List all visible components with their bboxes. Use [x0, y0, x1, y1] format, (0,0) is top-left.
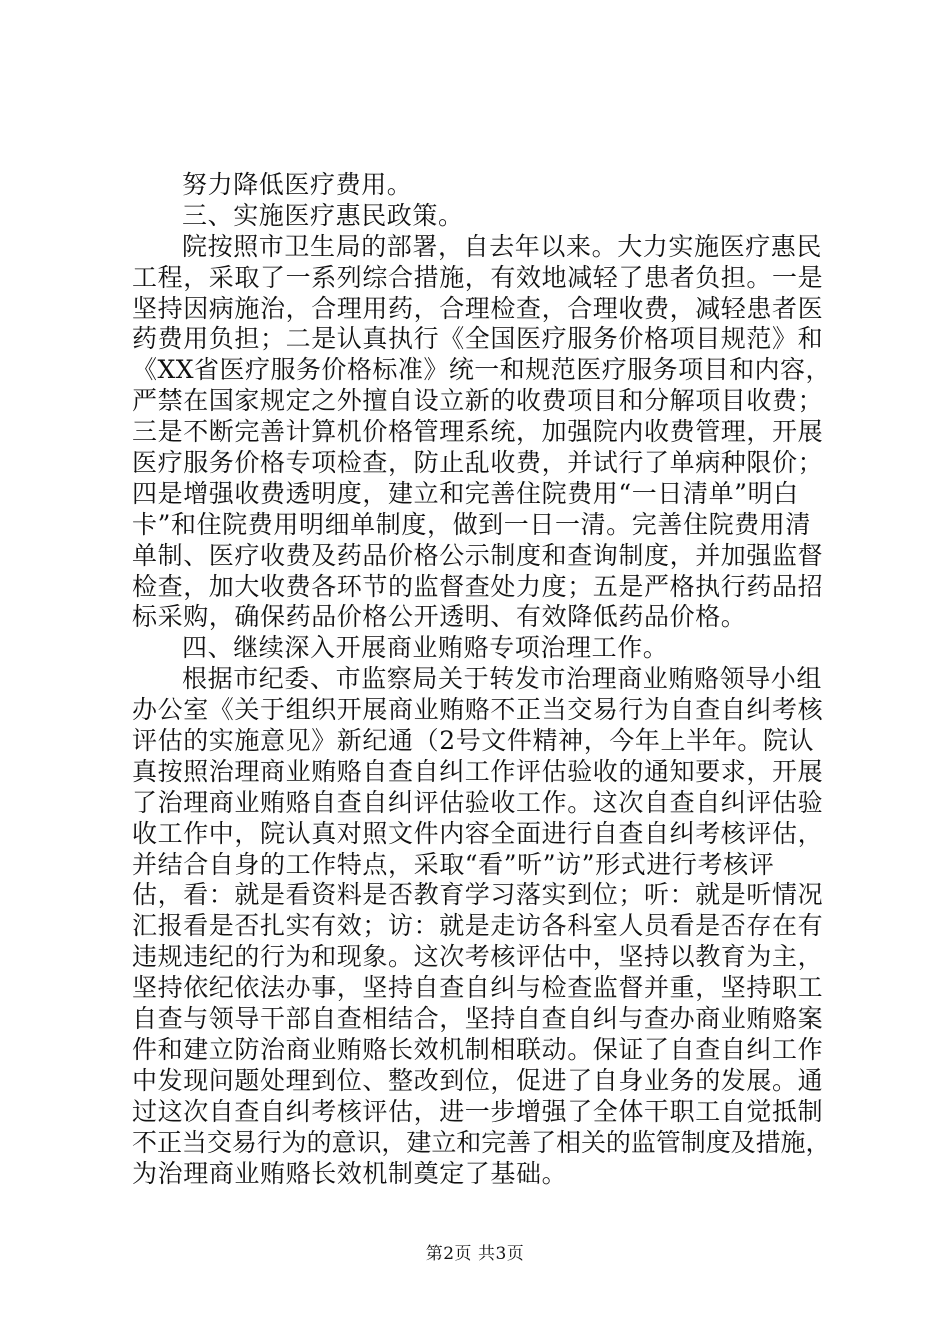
text-line: 过这次自查自纠考核评估，进一步增强了全体干职工自觉抵制	[132, 1096, 824, 1126]
text-line: 四是增强收费透明度，建立和完善住院费用“一日清单”明白	[132, 478, 799, 508]
text-line: 汇报看是否扎实有效；访：就是走访各科室人员看是否存在有	[132, 911, 824, 941]
text-line: 工程，采取了一系列综合措施，有效地减轻了患者负担。一是	[132, 262, 824, 292]
text-line: 坚持依纪依法办事，坚持自查自纠与检查监督并重，坚持职工	[132, 973, 824, 1003]
text-line: 不正当交易行为的意识，建立和完善了相关的监管制度及措施，	[132, 1127, 831, 1157]
text-line: 四、继续深入开展商业贿赂专项治理工作。	[182, 633, 669, 663]
text-line: 了治理商业贿赂自查自纠评估验收工作。这次自查自纠评估验	[132, 787, 824, 817]
text-line: 为治理商业贿赂长效机制奠定了基础。	[132, 1158, 568, 1188]
text-line: 检查，加大收费各环节的监督查处力度；五是严格执行药品招	[132, 571, 824, 601]
text-line: 估，看：就是看资料是否教育学习落实到位；听：就是听情况	[132, 880, 824, 910]
text-line: 单制、医疗收费及药品价格公示制度和查询制度，并加强监督	[132, 540, 824, 570]
text-line: 坚持因病施治，合理用药，合理检查，合理收费，减轻患者医	[132, 293, 824, 323]
text-line: 中发现问题处理到位、整改到位，促进了自身业务的发展。通	[132, 1065, 824, 1095]
text-line: 自查与领导干部自查相结合，坚持自查自纠与查办商业贿赂案	[132, 1004, 824, 1034]
text-line: 真按照治理商业贿赂自查自纠工作评估验收的通知要求，开展	[132, 756, 824, 786]
text-line: 努力降低医疗费用。	[182, 170, 413, 199]
text-line: 评估的实施意见》新纪通（2号文件精神，今年上半年。院认	[132, 726, 815, 756]
text-line: 严禁在国家规定之外擅自设立新的收费项目和分解项目收费；	[132, 386, 824, 416]
text-line: 收工作中，院认真对照文件内容全面进行自查自纠考核评估，	[132, 818, 824, 848]
text-line: 药费用负担；二是认真执行《全国医疗服务价格项目规范》和	[132, 324, 824, 354]
text-line: 三、实施医疗惠民政策。	[182, 200, 464, 230]
page-footer: 第2页 共3页	[425, 1244, 525, 1264]
text-line: 办公室《关于组织开展商业贿赂不正当交易行为自查自纠考核	[132, 695, 824, 725]
text-line: 三是不断完善计算机价格管理系统，加强院内收费管理，开展	[132, 417, 824, 447]
text-line: 并结合自身的工作特点，采取“看”听”访”形式进行考核评	[132, 849, 775, 879]
document-body	[132, 170, 832, 1189]
text-line: 件和建立防治商业贿赂长效机制相联动。保证了自查自纠工作	[132, 1034, 824, 1064]
text-line: 违规违纪的行为和现象。这次考核评估中，坚持以教育为主，	[132, 942, 824, 972]
text-line: 标采购，确保药品价格公开透明、有效降低药品价格。	[132, 602, 747, 632]
text-line: 卡”和住院费用明细单制度，做到一日一清。完善住院费用清	[132, 509, 811, 539]
text-line: 根据市纪委、市监察局关于转发市治理商业贿赂领导小组	[182, 664, 823, 694]
text-line: 医疗服务价格专项检查，防止乱收费，并试行了单病种限价；	[132, 448, 824, 478]
text-line: 《XX省医疗服务价格标准》统一和规范医疗服务项目和内容，	[132, 355, 831, 385]
text-line: 院按照市卫生局的部署，自去年以来。大力实施医疗惠民	[182, 231, 823, 261]
